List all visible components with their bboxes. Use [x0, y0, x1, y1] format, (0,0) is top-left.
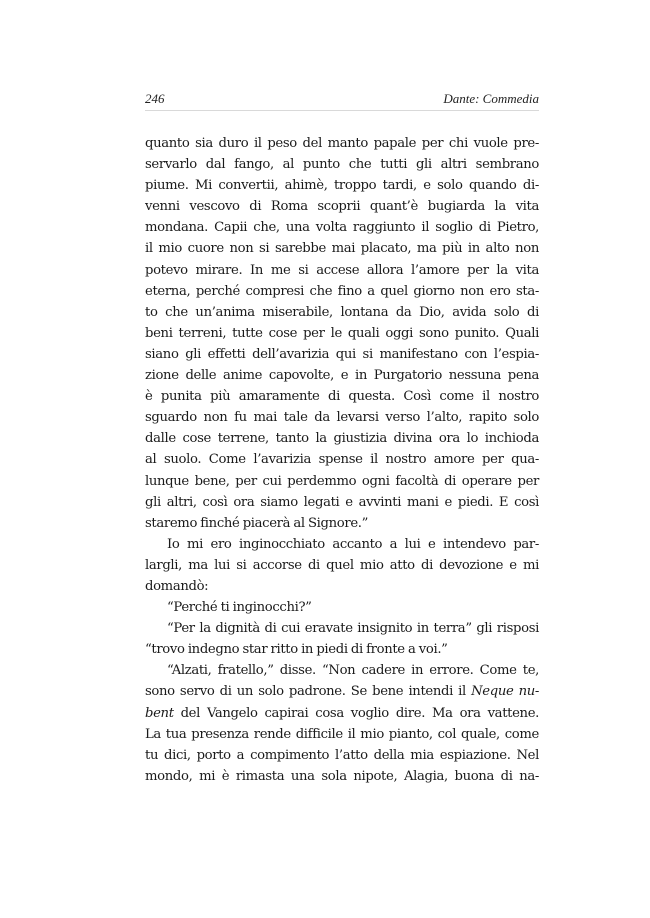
text-line: zione delle anime capovolte, e in Purgatorio nessuna pena	[145, 368, 539, 384]
text-line: Io mi ero inginocchiato accanto a lui e intendevo par-	[167, 536, 539, 552]
text-line: largli, ma lui si accorse di quel mio atto di devozione e mi	[145, 557, 539, 573]
text-line	[145, 681, 539, 702]
text-line: “Perché ti inginocchi?”	[167, 600, 312, 616]
text-segment: del Vangelo capirai cosa voglio dire. Ma ora vattene.	[173, 705, 539, 721]
text-line: dalle cose terrene, tanto la giustizia divina ora lo inchioda	[145, 431, 539, 447]
text-line: to che un’anima miserabile, lontana da Dio, avida solo di	[145, 304, 539, 320]
text-line: tu dici, porto a compimento l’atto della mia espiazione. Nel	[145, 747, 539, 763]
text-line: servarlo dal fango, al punto che tutti gli altri sembrano	[145, 157, 539, 173]
text-line: al suolo. Come l’avarizia spense il nostro amore per qua-	[145, 452, 539, 468]
text-line: “trovo indegno star ritto in piedi di fronte a voi.”	[145, 642, 448, 658]
text-segment: sono servo di un solo padrone. Se bene intendi il	[145, 684, 472, 700]
text-line: La tua presenza rende difficile il mio pianto, col quale, come	[145, 726, 539, 742]
text-line: eterna, perché compresi che fino a quel giorno non ero sta-	[145, 283, 539, 299]
page-number: 246	[145, 91, 165, 106]
text-line: sguardo non fu mai tale da levarsi verso l’alto, rapito solo	[145, 410, 539, 426]
text-line: staremo finché piacerà al Signore.”	[145, 515, 369, 531]
text-line: mondo, mi è rimasta una sola nipote, Alagia, buona di na-	[145, 768, 539, 784]
text-line: lunque bene, per cui perdemmo ogni facoltà di operare per	[145, 473, 539, 489]
text-line: potevo mirare. In me si accese allora l’amore per la vita	[145, 262, 539, 278]
text-line: domandò:	[145, 578, 209, 594]
italic-latin-phrase: bent	[145, 705, 174, 721]
running-title: Dante: Commedia	[443, 91, 539, 106]
text-line: quanto sia duro il peso del manto papale per chi vuole pre-	[145, 136, 539, 151]
header-rule	[145, 110, 539, 111]
text-line: beni terreni, tutte cose per le quali oggi sono punito. Quali	[145, 325, 539, 341]
text-line	[145, 703, 539, 724]
running-head	[145, 91, 539, 107]
text-line: mondana. Capii che, una volta raggiunto il soglio di Pietro,	[145, 220, 539, 236]
text-line: “Alzati, fratello,” disse. “Non cadere in errore. Come te,	[167, 663, 539, 679]
text-line: “Per la dignità di cui eravate insignito in terra” gli risposi	[167, 621, 539, 637]
text-line: è punita più amaramente di questa. Così come il nostro	[145, 389, 539, 405]
body-text	[145, 133, 539, 787]
text-line: siano gli effetti dell’avarizia qui si manifestano con l’espia-	[145, 346, 539, 362]
text-line: piume. Mi convertii, ahimè, troppo tardi, e solo quando di-	[145, 178, 539, 194]
text-line: gli altri, così ora siamo legati e avvinti mani e piedi. E così	[145, 494, 539, 510]
text-line: il mio cuore non si sarebbe mai placato, ma più in alto non	[145, 241, 539, 257]
italic-latin-phrase: Neque nu-	[471, 684, 539, 700]
text-line: venni vescovo di Roma scoprii quant’è bugiarda la vita	[145, 199, 539, 215]
